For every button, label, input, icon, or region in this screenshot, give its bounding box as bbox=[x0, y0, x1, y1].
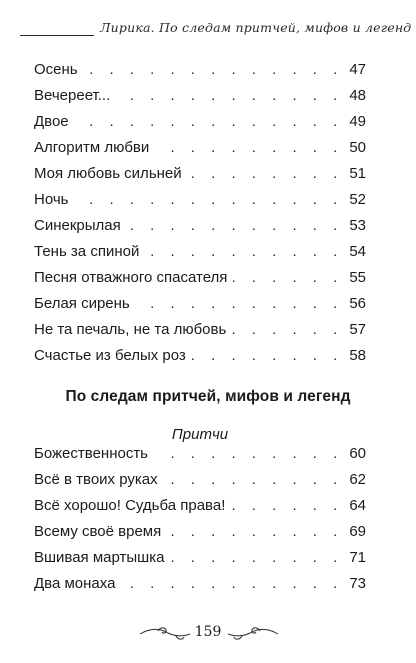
toc-entry-title: Счастье из белых роз bbox=[34, 347, 186, 364]
toc-entry-page: 58 bbox=[349, 347, 366, 364]
toc-entry-title: Всё в твоих руках bbox=[34, 471, 158, 488]
toc-entry bbox=[34, 318, 366, 342]
dot-leader bbox=[121, 572, 343, 596]
page-number: 159 bbox=[194, 624, 222, 640]
toc-entry-title: Вшивая мартышка bbox=[34, 549, 165, 566]
page-footer bbox=[0, 622, 416, 646]
toc-entry-page: 49 bbox=[349, 113, 366, 130]
toc-entry-page: 60 bbox=[349, 445, 366, 462]
toc-entry-page: 54 bbox=[349, 243, 366, 260]
dot-leader bbox=[127, 214, 344, 238]
dot-leader bbox=[188, 162, 344, 186]
dot-leader bbox=[84, 58, 344, 82]
dot-leader bbox=[155, 136, 343, 160]
dot-leader bbox=[170, 546, 343, 570]
toc-entry-page: 53 bbox=[349, 217, 366, 234]
toc-entry bbox=[34, 266, 366, 290]
toc-entry-page: 56 bbox=[349, 295, 366, 312]
toc-entry-title: Белая сирень bbox=[34, 295, 130, 312]
running-head-text: Лирика. По следам притчей, мифов и легенд bbox=[100, 20, 412, 35]
toc-entry-page: 51 bbox=[349, 165, 366, 182]
toc-entry bbox=[34, 240, 366, 264]
toc-entry-title: Не та печаль, не та любовь bbox=[34, 321, 227, 338]
dot-leader bbox=[74, 188, 343, 212]
dot-leader bbox=[232, 318, 343, 342]
toc-entry bbox=[34, 546, 366, 570]
toc-entry bbox=[34, 162, 366, 186]
toc-entry-page: 64 bbox=[349, 497, 366, 514]
toc-entry bbox=[34, 292, 366, 316]
subsection-heading: Притчи bbox=[171, 426, 229, 443]
toc-entry bbox=[34, 494, 366, 518]
toc-entry bbox=[34, 520, 366, 544]
header-rule bbox=[20, 35, 94, 36]
toc-entry-title: Божественность bbox=[34, 445, 149, 462]
section-heading: По следам притчей, мифов и легенд bbox=[65, 388, 351, 405]
dot-leader bbox=[145, 240, 343, 264]
toc-entry-title: Всё хорошо! Судьба права! bbox=[34, 497, 226, 514]
toc-entry-page: 50 bbox=[349, 139, 366, 156]
dot-leader bbox=[167, 520, 343, 544]
toc-entry-title: Алгоритм любви bbox=[34, 139, 150, 156]
dot-leader bbox=[233, 266, 343, 290]
toc-entry bbox=[34, 58, 366, 82]
dot-leader bbox=[154, 442, 343, 466]
dot-leader bbox=[136, 292, 344, 316]
toc-entry-page: 52 bbox=[349, 191, 366, 208]
toc-entry-title: Двое bbox=[34, 113, 69, 130]
toc-entry-title: Синекрылая bbox=[34, 217, 121, 234]
toc-entry-page: 69 bbox=[349, 523, 366, 540]
toc-entry-page: 47 bbox=[349, 61, 366, 78]
toc-entry-title: Ночь bbox=[34, 191, 69, 208]
running-head bbox=[20, 14, 412, 44]
toc-entry-title: Тень за спиной bbox=[34, 243, 140, 260]
toc-entry bbox=[34, 468, 366, 492]
toc-entry-page: 48 bbox=[349, 87, 366, 104]
toc-entry bbox=[34, 84, 366, 108]
toc-entry-title: Осень bbox=[34, 61, 78, 78]
toc-entry-page: 57 bbox=[349, 321, 366, 338]
flourish-ornament-icon bbox=[226, 625, 280, 643]
toc-entry bbox=[34, 344, 366, 368]
toc-entry-page: 55 bbox=[349, 269, 366, 286]
toc-entry-page: 73 bbox=[349, 575, 366, 592]
dot-leader bbox=[164, 468, 344, 492]
toc-entry-title: Всему своё время bbox=[34, 523, 162, 540]
toc-entry-title: Моя любовь сильней bbox=[34, 165, 182, 182]
dot-leader bbox=[75, 110, 344, 134]
toc-entry-title: Два монаха bbox=[34, 575, 116, 592]
toc-entry bbox=[34, 214, 366, 238]
toc-entry-title: Вечереет... bbox=[34, 87, 111, 104]
dot-leader bbox=[116, 84, 343, 108]
toc-entry bbox=[34, 136, 366, 160]
dot-leader bbox=[192, 344, 344, 368]
toc-entry-title: Песня отважного спасателя bbox=[34, 269, 228, 286]
toc-entry bbox=[34, 572, 366, 596]
toc-entry-page: 62 bbox=[349, 471, 366, 488]
toc-entry bbox=[34, 188, 366, 212]
dot-leader bbox=[231, 494, 343, 518]
toc-entry bbox=[34, 110, 366, 134]
toc-entry bbox=[34, 442, 366, 466]
toc-entry-page: 71 bbox=[349, 549, 366, 566]
